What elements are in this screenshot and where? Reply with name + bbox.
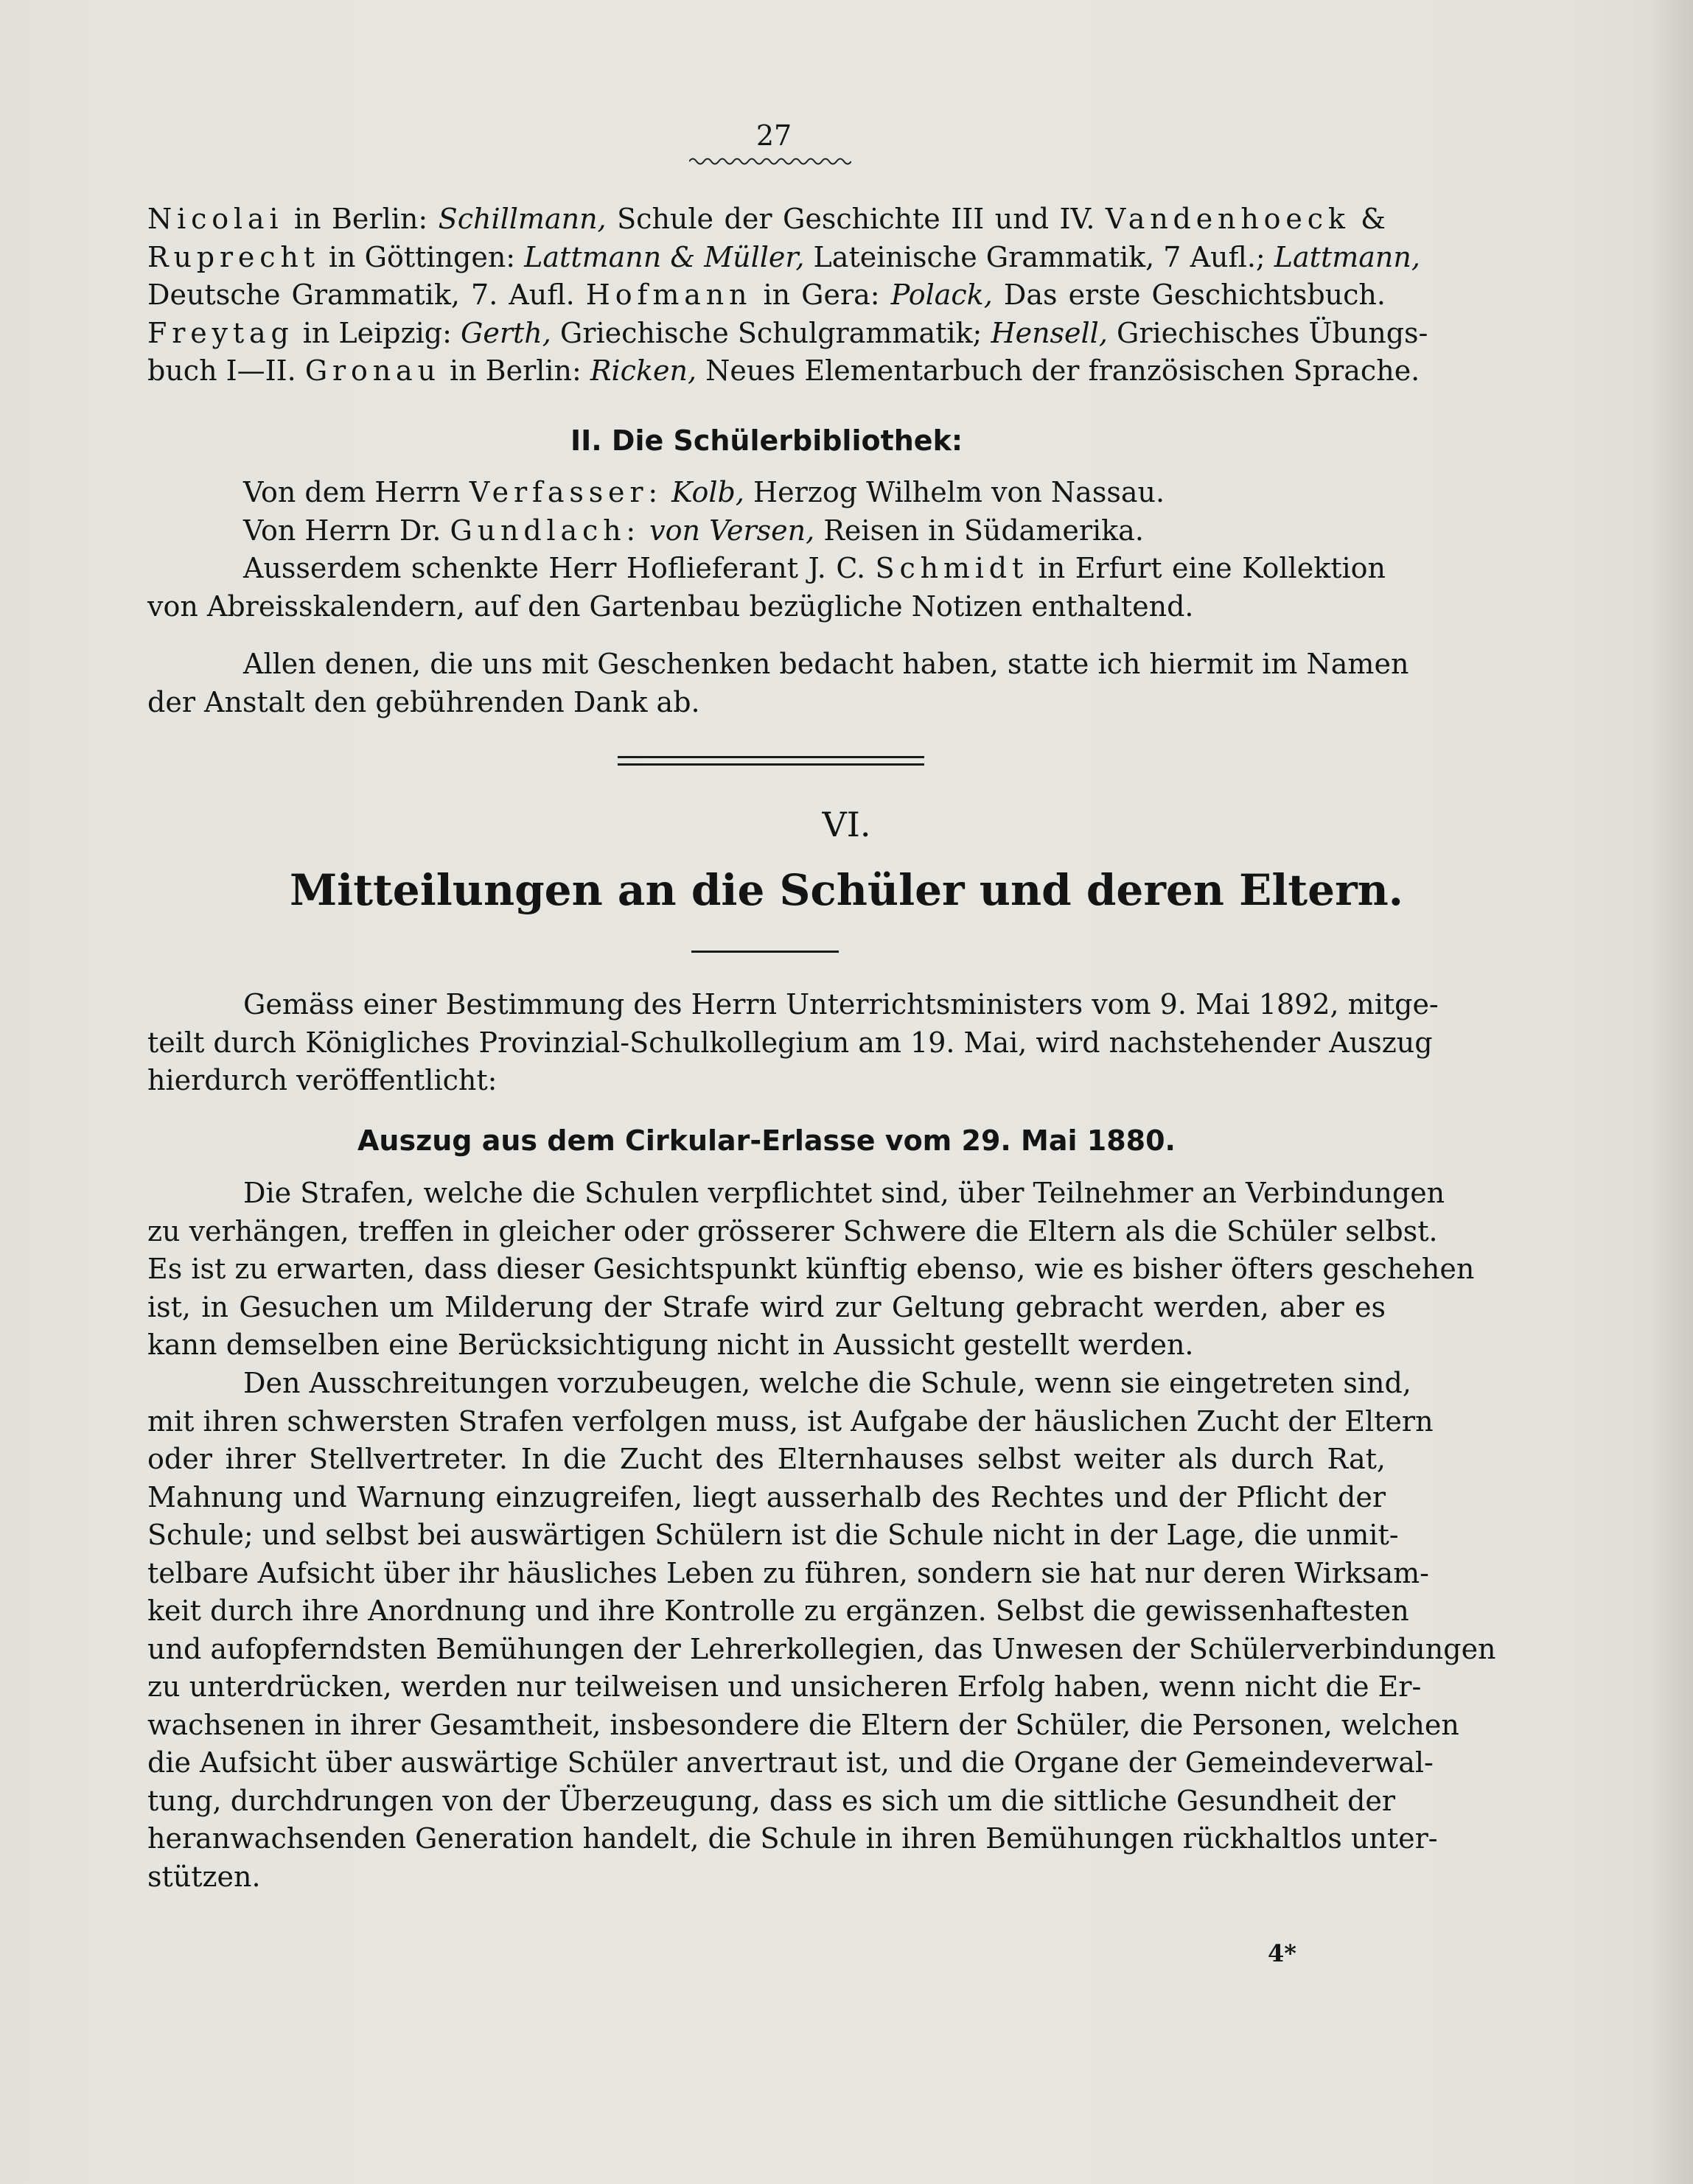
excerpt-line: tung, durchdrungen von der Überzeugung, dass es sich um die sittliche Gesundheit der xyxy=(147,1784,1396,1817)
intro-paragraph xyxy=(147,986,1439,1100)
donor-line: buch I—II. Gronau in Berlin: Ricken, Neues Elementarbuch der französischen Sprache. xyxy=(147,354,1420,387)
page-number: 27 xyxy=(755,119,792,152)
page-edge-shadow xyxy=(1649,0,1693,2184)
section-double-rule-bottom xyxy=(618,763,924,766)
signature-mark: 4* xyxy=(1268,1939,1296,1967)
thanks-line: Allen denen, die uns mit Geschenken bedacht haben, statte ich hiermit im Namen xyxy=(243,648,1409,680)
library-line: Ausserdem schenkte Herr Hoflieferant J. C. Schmidt in Erfurt eine Kollektion xyxy=(243,552,1386,584)
thanks-line: der Anstalt den gebührenden Dank ab. xyxy=(147,685,700,718)
donor-line: Deutsche Grammatik, 7. Aufl. Hofmann in Gera: Polack, Das erste Geschichtsbuch. xyxy=(147,279,1386,311)
excerpt-line: Schule; und selbst bei auswärtigen Schülern ist die Schule nicht in der Lage, die unmit- xyxy=(147,1519,1399,1551)
excerpt-heading: Auszug aus dem Cirkular-Erlasse vom 29. Mai 1880. xyxy=(357,1124,1176,1157)
title-underline xyxy=(691,951,839,953)
library-line: Von dem Herrn Verfasser: Kolb, Herzog Wilhelm von Nassau. xyxy=(243,476,1165,508)
section-title: Mitteilungen an die Schüler und deren Eltern. xyxy=(289,865,1403,915)
excerpt-line: Den Ausschreitungen vorzubeugen, welche die Schule, wenn sie eingetreten sind, xyxy=(243,1367,1411,1399)
intro-line: teilt durch Königliches Provinzial-Schulkollegium am 19. Mai, wird nachstehender Auszug xyxy=(147,1026,1433,1059)
page-number-ornament xyxy=(689,156,851,167)
excerpt-line: heranwachsenden Generation handelt, die Schule in ihren Bemühungen rückhaltlos unter- xyxy=(147,1822,1438,1855)
excerpt-line: zu unterdrücken, werden nur teilweisen und unsicheren Erfolg haben, wenn nicht die Er- xyxy=(147,1670,1422,1703)
excerpt-line: keit durch ihre Anordnung und ihre Kontrolle zu ergänzen. Selbst die gewissenhaftesten xyxy=(147,1595,1409,1627)
excerpt-line: telbare Aufsicht über ihr häusliches Leben zu führen, sondern sie hat nur deren Wirksam- xyxy=(147,1556,1430,1589)
donor-line: Ruprecht in Göttingen: Lattmann & Müller, Lateinische Grammatik, 7 Aufl.; Lattmann, xyxy=(147,240,1420,273)
excerpt-line: Die Strafen, welche die Schulen verpflichtet sind, über Teilnehmer an Verbindungen xyxy=(243,1177,1445,1209)
section-double-rule-top xyxy=(618,756,924,758)
thanks-paragraph xyxy=(147,645,1409,721)
excerpt-paragraph-1 xyxy=(147,1175,1475,1365)
excerpt-line: Es ist zu erwarten, dass dieser Gesichtspunkt künftig ebenso, wie es bisher öfters geschehen xyxy=(147,1253,1475,1285)
library-line: Von Herrn Dr. Gundlach: von Versen, Reisen in Südamerika. xyxy=(243,514,1144,547)
excerpt-line: zu verhängen, treffen in gleicher oder grösserer Schwere die Eltern als die Schüler selbst. xyxy=(147,1214,1438,1247)
excerpt-paragraph-2 xyxy=(147,1365,1496,1896)
intro-line: Gemäss einer Bestimmung des Herrn Unterrichtsministers vom 9. Mai 1892, mitge- xyxy=(243,988,1439,1021)
excerpt-line: und aufopferndsten Bemühungen der Lehrerkollegien, das Unwesen der Schülerverbindungen xyxy=(147,1632,1496,1665)
library-heading: II. Die Schülerbibliothek: xyxy=(570,424,963,457)
excerpt-line: stützen. xyxy=(147,1860,261,1893)
section-number: VI. xyxy=(822,805,871,844)
library-line: von Abreisskalendern, auf den Gartenbau bezügliche Notizen enthaltend. xyxy=(147,589,1194,623)
intro-line: hierdurch veröffentlicht: xyxy=(147,1064,498,1096)
excerpt-line: kann demselben eine Berücksichtigung nicht in Aussicht gestellt werden. xyxy=(147,1329,1194,1361)
excerpt-line: ist, in Gesuchen um Milderung der Strafe wird zur Geltung gebracht werden, aber es xyxy=(147,1290,1386,1323)
excerpt-line: wachsenen in ihrer Gesamtheit, insbesondere die Eltern der Schüler, die Personen, welchen xyxy=(147,1708,1459,1741)
excerpt-line: die Aufsicht über auswärtige Schüler anvertraut ist, und die Organe der Gemeindeverwal- xyxy=(147,1746,1434,1779)
donor-list xyxy=(147,200,1428,391)
donor-line: Freytag in Leipzig: Gerth, Griechische Schulgrammatik; Hensell, Griechisches Übungs- xyxy=(147,316,1428,349)
library-list xyxy=(147,474,1386,626)
excerpt-line: Mahnung und Warnung einzugreifen, liegt ausserhalb des Rechtes und der Pflicht der xyxy=(147,1480,1386,1513)
excerpt-line: oder ihrer Stellvertreter. In die Zucht des Elternhauses selbst weiter als durch Rat, xyxy=(147,1443,1386,1475)
excerpt-line: mit ihren schwersten Strafen verfolgen muss, ist Aufgabe der häuslichen Zucht der Eltern xyxy=(147,1404,1434,1438)
donor-line: Nicolai in Berlin: Schillmann, Schule der Geschichte III und IV. Vandenhoeck & xyxy=(147,203,1386,235)
